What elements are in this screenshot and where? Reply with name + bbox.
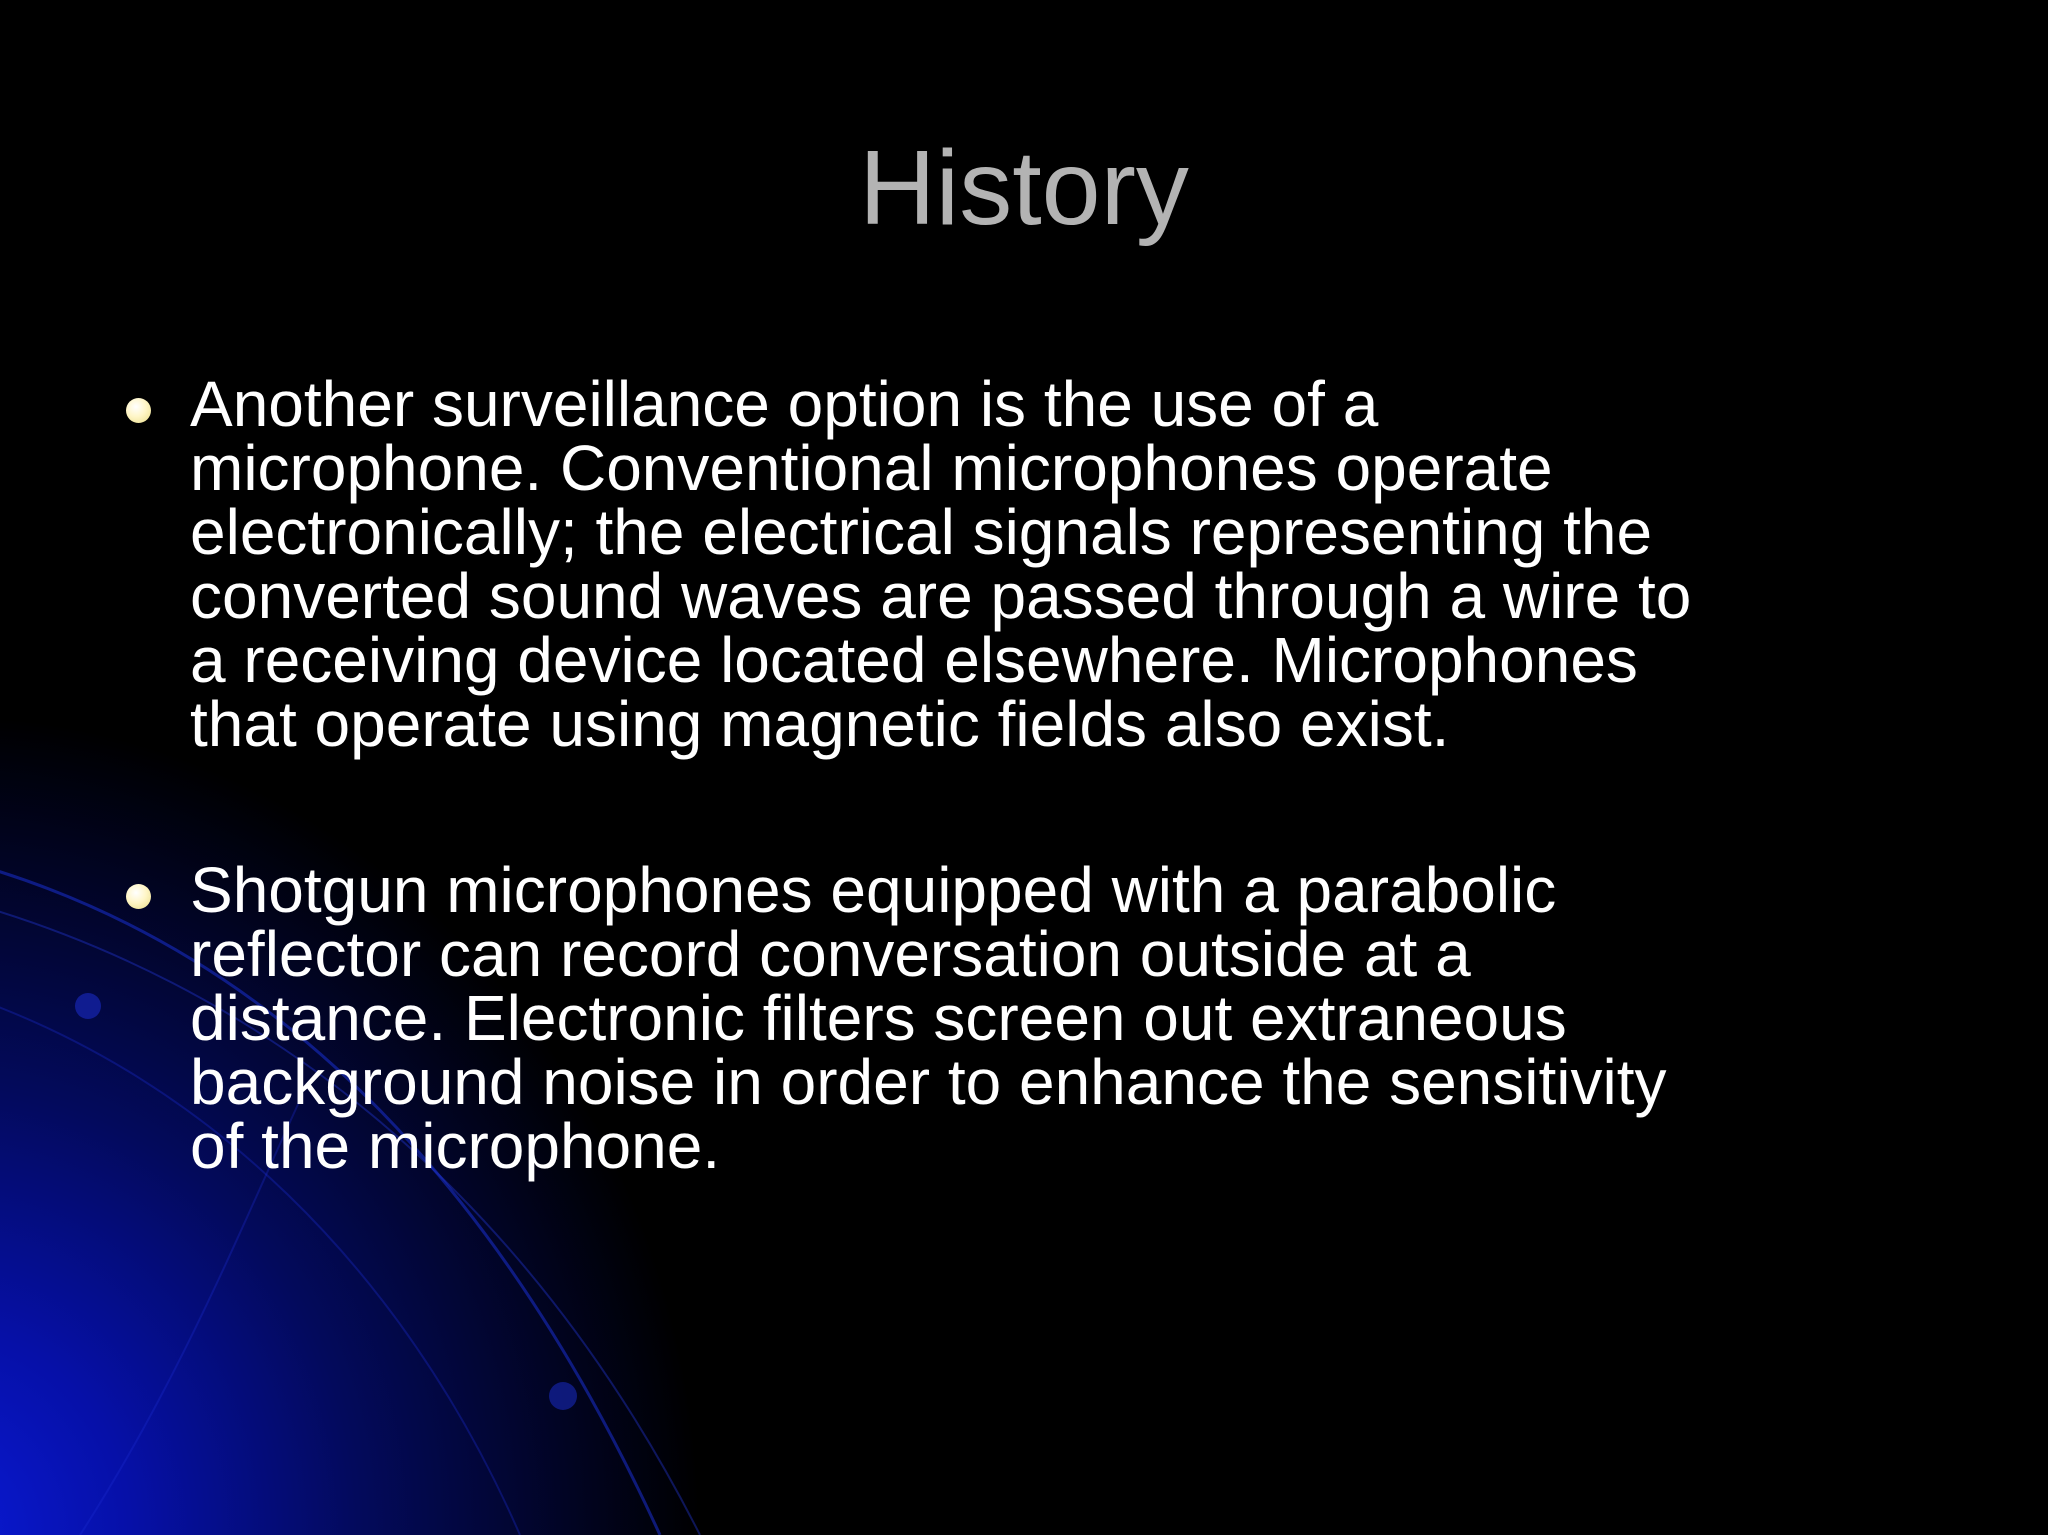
bullet-line: background noise in order to enhance the sensitivity [190,1046,1667,1118]
bullet-line: converted sound waves are passed through a wire to [190,560,1692,632]
bullet-line: Another surveillance option is the use of a [190,368,1379,440]
bullet-line: a receiving device located elsewhere. Microphones [190,624,1638,696]
bullet-line: Shotgun microphones equipped with a parabolic [190,854,1557,926]
bullet-line: microphone. Conventional microphones operate [190,432,1553,504]
slide-title: History [859,129,1189,247]
bullet-list [120,368,1920,1280]
bullet-item [120,854,1920,1182]
bullet-line: distance. Electronic filters screen out extraneous [190,982,1567,1054]
bullet-line: reflector can record conversation outside at a [190,918,1471,990]
bullet-line: that operate using magnetic fields also exist. [190,688,1450,760]
swoosh-node [549,1382,577,1410]
bullet-dot-icon [126,398,151,423]
bullet-item [120,368,1920,760]
swoosh-node [75,993,101,1019]
bullet-line: electronically; the electrical signals representing the [190,496,1653,568]
bullet-dot-icon [126,884,151,909]
bullet-line: of the microphone. [190,1110,721,1182]
